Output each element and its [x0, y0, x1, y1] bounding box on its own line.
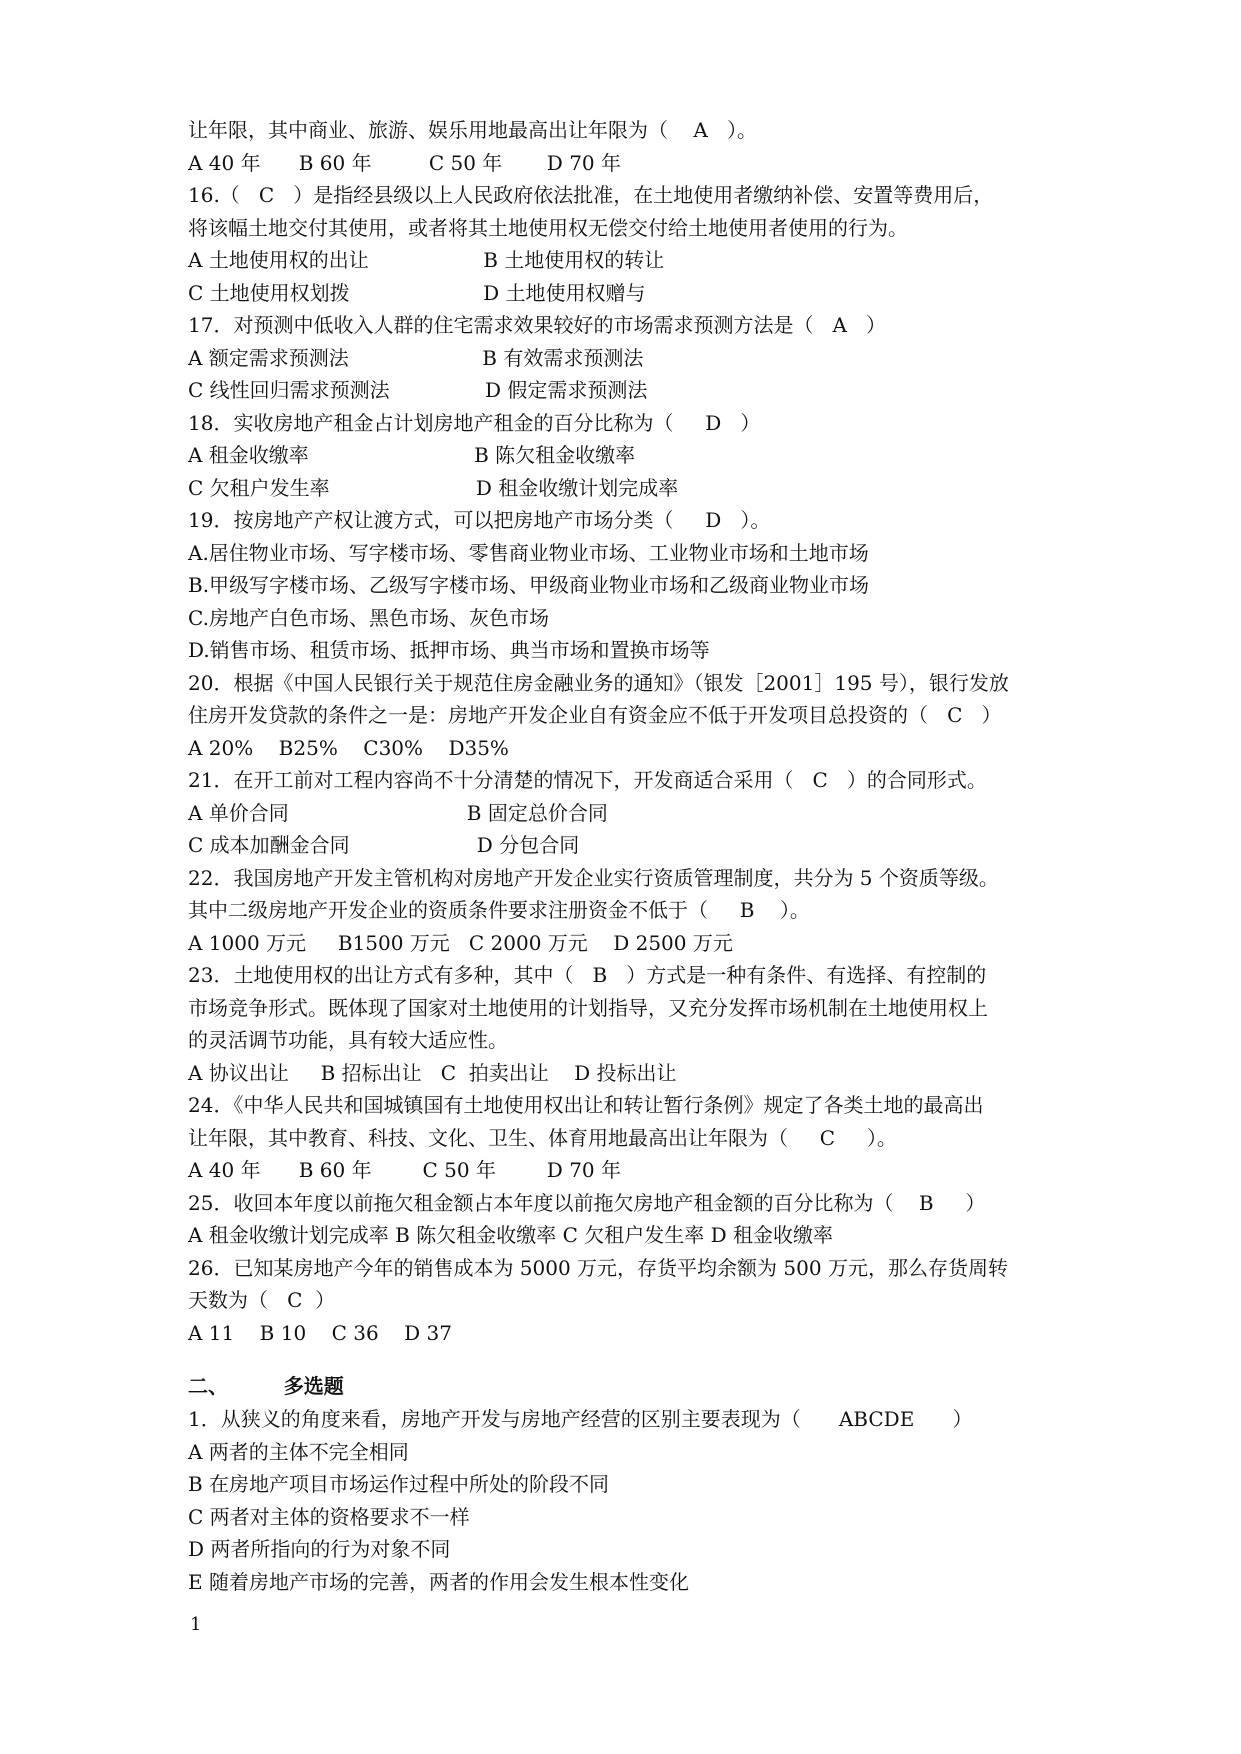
text-line: C 两者对主体的资格要求不一样	[188, 1504, 470, 1529]
text-line: 22．我国房地产开发主管机构对房地产开发企业实行资质管理制度，共分为 5 个资质等级。	[188, 865, 999, 890]
text-line: C 成本加酬金合同 D 分包合同	[188, 833, 580, 857]
text-line: 23．土地使用权的出让方式有多种，其中（ B ）方式是一种有条件、有选择、有控制的	[188, 963, 987, 987]
text-line: C 线性回归需求预测法 D 假定需求预测法	[188, 378, 648, 402]
spacer	[188, 1349, 1088, 1369]
text-line: A.居住物业市场、写字楼市场、零售商业物业市场、工业物业市场和土地市场	[188, 540, 869, 565]
text-line: 其中二级房地产开发企业的资质条件要求注册资金不低于（ B ）。	[188, 898, 810, 922]
text-line: 将该幅土地交付其使用，或者将其土地使用权无偿交付给土地使用者使用的行为。	[188, 215, 908, 240]
document-page	[188, 114, 1088, 1598]
question-list-single-choice	[188, 114, 1088, 1349]
text-line: A 协议出让 B 招标出让 C 拍卖出让 D 投标出让	[188, 1060, 677, 1085]
text-line: D.销售市场、租赁市场、抵押市场、典当市场和置换市场等	[188, 638, 710, 662]
text-line: 20．根据《中国人民银行关于规范住房金融业务的通知》（银发［2001］195 号），银行发放	[188, 670, 1009, 695]
text-line: A 20% B25% C30% D35%	[188, 735, 509, 760]
text-line: 让年限，其中教育、科技、文化、卫生、体育用地最高出让年限为（ C ）。	[188, 1125, 897, 1150]
text-line: 17．对预测中低收入人群的住宅需求效果较好的市场需求预测方法是（ A ）	[188, 313, 887, 337]
text-line: A 40 年 B 60 年 C 50 年 D 70 年	[188, 150, 621, 175]
text-line: A 租金收缴计划完成率 B 陈欠租金收缴率 C 欠租户发生率 D 租金收缴率	[188, 1223, 833, 1247]
text-line: B.甲级写字楼市场、乙级写字楼市场、甲级商业物业市场和乙级商业物业市场	[188, 573, 870, 597]
text-line: B 在房地产项目市场运作过程中所处的阶段不同	[188, 1472, 610, 1496]
section-title: 二、 多选题	[188, 1374, 344, 1398]
text-line: A 1000 万元 B1500 万元 C 2000 万元 D 2500 万元	[188, 930, 733, 955]
text-line: 市场竞争形式。既体现了国家对土地使用的计划指导，又充分发挥市场机制在土地使用权上	[188, 995, 988, 1020]
text-line: 16.（ C ）是指经县级以上人民政府依法批准，在土地使用者缴纳补偿、安置等费用后，	[188, 183, 994, 207]
text-line: A 11 B 10 C 36 D 37	[188, 1320, 452, 1345]
text-line: A 额定需求预测法 B 有效需求预测法	[188, 345, 644, 370]
page-number: 1	[190, 1614, 202, 1635]
text-line: 天数为（ C ）	[188, 1288, 336, 1312]
text-line: C.房地产白色市场、黑色市场、灰色市场	[188, 605, 549, 630]
text-line: 18．实收房地产租金占计划房地产租金的百分比称为（ D ）	[188, 410, 761, 435]
text-line: 24．《中华人民共和国城镇国有土地使用权出让和转让暂行条例》规定了各类土地的最高出	[188, 1093, 984, 1117]
question-list-multiple-choice	[188, 1403, 1088, 1598]
text-line: A 土地使用权的出让 B 土地使用权的转让	[188, 248, 665, 272]
text-line: C 土地使用权划拨 D 土地使用权赠与	[188, 280, 646, 305]
text-line: 26．已知某房地产今年的销售成本为 5000 万元，存货平均余额为 500 万元，那么存货周转	[188, 1255, 1008, 1280]
text-line: 住房开发贷款的条件之一是：房地产开发企业自有资金应不低于开发项目总投资的（ C ）	[188, 703, 1002, 727]
text-line: A 40 年 B 60 年 C 50 年 D 70 年	[188, 1158, 621, 1182]
text-line: D 两者所指向的行为对象不同	[188, 1537, 451, 1561]
text-line: 1．从狭义的角度来看，房地产开发与房地产经营的区别主要表现为（ ABCDE ）	[188, 1407, 973, 1431]
text-line: 19．按房地产产权让渡方式，可以把房地产市场分类（ D ）。	[188, 508, 771, 532]
text-line: C 欠租户发生率 D 租金收缴计划完成率	[188, 475, 679, 500]
text-line: A 租金收缴率 B 陈欠租金收缴率	[188, 443, 636, 467]
text-line: 的灵活调节功能，具有较大适应性。	[188, 1028, 508, 1052]
text-line: A 单价合同 B 固定总价合同	[188, 800, 608, 825]
text-line: A 两者的主体不完全相同	[188, 1439, 409, 1464]
text-line: E 随着房地产市场的完善，两者的作用会发生根本性变化	[188, 1569, 689, 1594]
text-line: 21．在开工前对工程内容尚不十分清楚的情况下，开发商适合采用（ C ）的合同形式。	[188, 768, 987, 792]
text-line: 让年限，其中商业、旅游、娱乐用地最高出让年限为（ A ）。	[188, 118, 757, 142]
text-line: 25．收回本年度以前拖欠租金额占本年度以前拖欠房地产租金额的百分比称为（ B ）	[188, 1190, 986, 1215]
